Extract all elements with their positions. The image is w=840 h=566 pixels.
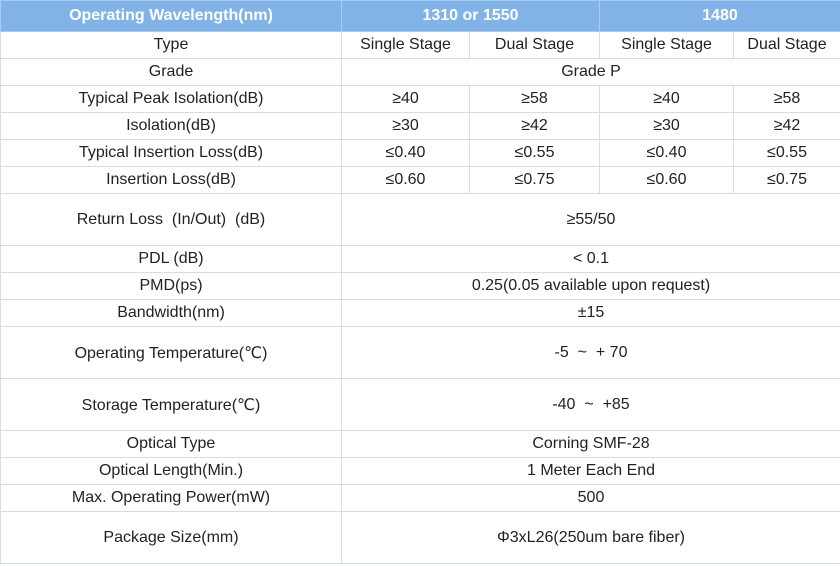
cell-b-single: ≤0.40 <box>600 140 734 167</box>
cell-value: -40 ~ +85 <box>342 379 840 431</box>
row-peak-isolation <box>1 86 840 113</box>
cell-b-dual: ≤0.55 <box>734 140 840 167</box>
row-grade <box>1 59 840 86</box>
row-isolation <box>1 113 840 140</box>
header-row <box>1 1 840 32</box>
row-storage-temperature <box>1 379 840 431</box>
cell-a-single: ≤0.60 <box>342 167 470 194</box>
cell-b-dual: ≥58 <box>734 86 840 113</box>
cell-value: Grade P <box>342 59 840 86</box>
header-group-a: 1310 or 1550 <box>342 1 600 32</box>
cell-b-dual: ≥42 <box>734 113 840 140</box>
cell-a-dual: ≤0.55 <box>470 140 600 167</box>
cell-b-single: ≥40 <box>600 86 734 113</box>
row-label: Typical Peak Isolation(dB) <box>1 86 342 113</box>
row-max-operating-power <box>1 485 840 512</box>
cell-b-single: ≤0.60 <box>600 167 734 194</box>
row-label: Storage Temperature(℃) <box>1 379 342 431</box>
row-pmd <box>1 273 840 300</box>
row-label: Bandwidth(nm) <box>1 300 342 327</box>
cell-value: 0.25(0.05 available upon request) <box>342 273 840 300</box>
row-insertion-loss <box>1 167 840 194</box>
cell-a-dual: ≥58 <box>470 86 600 113</box>
cell-a-single: ≤0.40 <box>342 140 470 167</box>
header-param-label: Operating Wavelength(nm) <box>1 1 342 32</box>
row-label: Operating Temperature(℃) <box>1 327 342 379</box>
cell-b-dual: Dual Stage <box>734 32 840 59</box>
cell-value: -5 ~ + 70 <box>342 327 840 379</box>
cell-a-dual: ≤0.75 <box>470 167 600 194</box>
cell-a-dual: Dual Stage <box>470 32 600 59</box>
cell-value: Φ3xL26(250um bare fiber) <box>342 512 840 564</box>
cell-a-dual: ≥42 <box>470 113 600 140</box>
cell-value: 500 <box>342 485 840 512</box>
row-label: Grade <box>1 59 342 86</box>
row-label: Typical Insertion Loss(dB) <box>1 140 342 167</box>
row-label: Optical Type <box>1 431 342 458</box>
row-optical-type <box>1 431 840 458</box>
row-return-loss <box>1 194 840 246</box>
cell-b-dual: ≤0.75 <box>734 167 840 194</box>
row-label: Package Size(mm) <box>1 512 342 564</box>
row-label: Max. Operating Power(mW) <box>1 485 342 512</box>
row-type <box>1 32 840 59</box>
row-typical-insertion-loss <box>1 140 840 167</box>
cell-value: 1 Meter Each End <box>342 458 840 485</box>
row-label: Isolation(dB) <box>1 113 342 140</box>
header-group-b: 1480 <box>600 1 840 32</box>
row-label: PDL (dB) <box>1 246 342 273</box>
row-label: Type <box>1 32 342 59</box>
row-optical-length <box>1 458 840 485</box>
row-operating-temperature <box>1 327 840 379</box>
row-label: Optical Length(Min.) <box>1 458 342 485</box>
cell-value: Corning SMF-28 <box>342 431 840 458</box>
row-label: Insertion Loss(dB) <box>1 167 342 194</box>
cell-a-single: ≥40 <box>342 86 470 113</box>
cell-value: < 0.1 <box>342 246 840 273</box>
cell-b-single: ≥30 <box>600 113 734 140</box>
row-package-size <box>1 512 840 564</box>
row-bandwidth <box>1 300 840 327</box>
cell-a-single: ≥30 <box>342 113 470 140</box>
cell-value: ≥55/50 <box>342 194 840 246</box>
cell-b-single: Single Stage <box>600 32 734 59</box>
row-label: Return Loss (In/Out) (dB) <box>1 194 342 246</box>
row-pdl <box>1 246 840 273</box>
cell-a-single: Single Stage <box>342 32 470 59</box>
cell-value: ±15 <box>342 300 840 327</box>
row-label: PMD(ps) <box>1 273 342 300</box>
